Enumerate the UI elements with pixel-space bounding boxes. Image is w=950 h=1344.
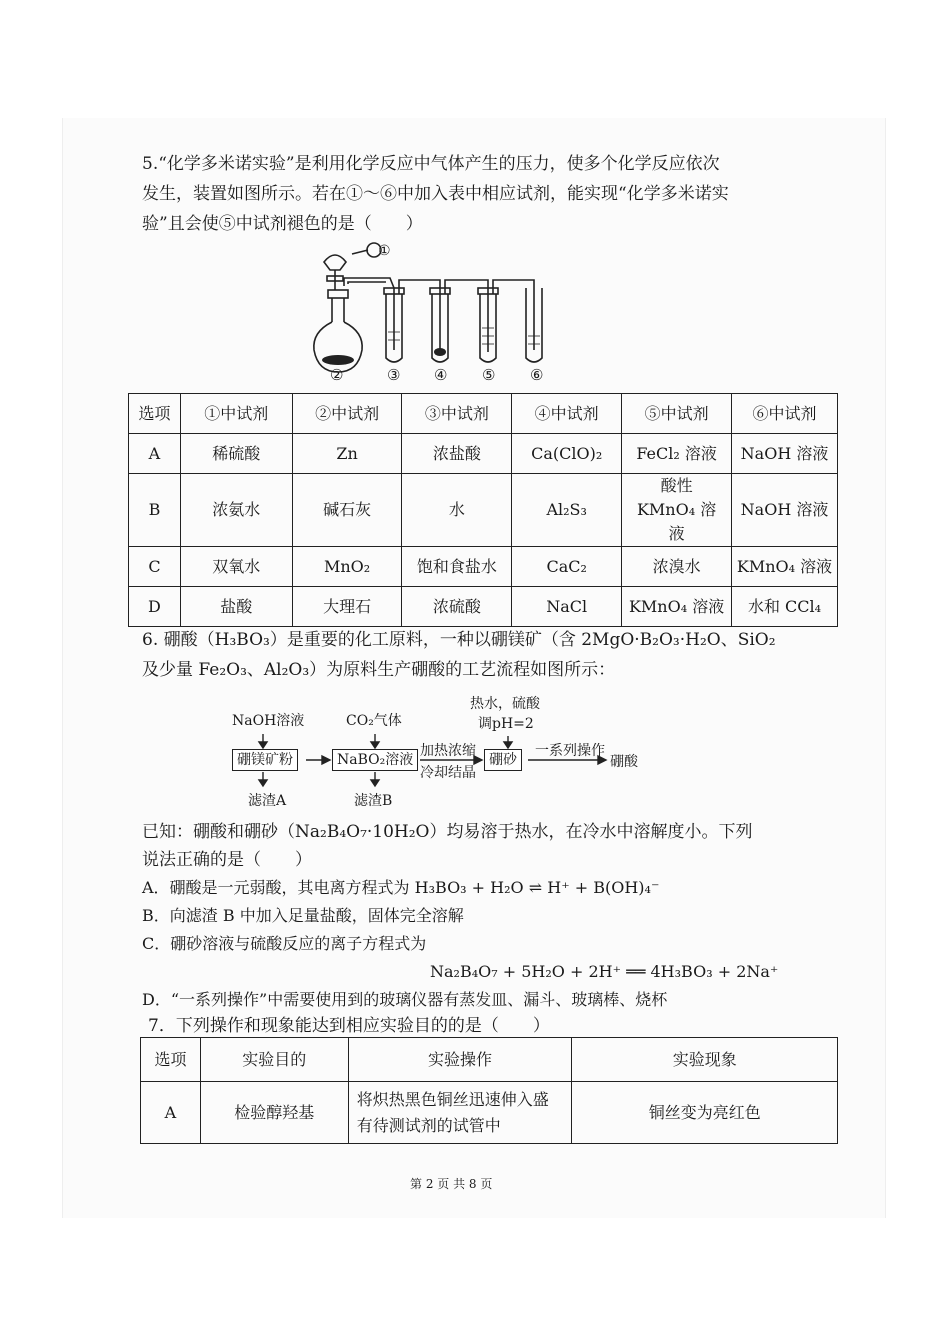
flow-box-borax: 硼砂 [484,749,522,771]
table-cell: B [129,474,181,547]
table-cell: C [129,547,181,587]
header-cell: ⑤中试剂 [622,394,732,434]
q6-known-line-1: 已知：硼酸和硼砂（Na₂B₄O₇·10H₂O）均易溶于热水，在冷水中溶解度小。下列 [142,822,753,842]
table-row [129,474,838,547]
q5-line-2: 发生，装置如图所示。若在①～⑥中加入表中相应试剂，能实现“化学多米诺实 [142,184,729,204]
table-cell: NaOH 溶液 [732,434,838,474]
header-cell: 选项 [129,394,181,434]
table-cell: 水和 CCl₄ [732,587,838,627]
table-row [129,434,838,474]
table-cell: NaOH 溶液 [732,474,838,547]
q6-option-a: A．硼酸是一元弱酸，其电离方程式为 H₃BO₃ + H₂O ⇌ H⁺ + B(OH)₄⁻ [142,878,660,897]
table-cell: D [129,587,181,627]
flow-naoh-label: NaOH溶液 [232,713,305,729]
q6-option-b: B．向滤渣 B 中加入足量盐酸，固体完全溶解 [142,906,464,925]
q5-reagent-table [128,393,838,627]
header-cell: ④中试剂 [512,394,622,434]
table-cell: 浓盐酸 [402,434,512,474]
table-cell: FeCl₂ 溶液 [622,434,732,474]
table-cell: 盐酸 [180,587,292,627]
label-1: ① [378,243,391,259]
q5-line-1: 5.“化学多米诺实验”是利用化学反应中气体产生的压力，使多个化学反应依次 [142,154,720,174]
flow-ph-label: 调pH=2 [478,716,534,732]
table-cell: 浓硫酸 [402,587,512,627]
table-cell: NaCl [512,587,622,627]
table-cell: MnO₂ [292,547,402,587]
table-cell: 浓氨水 [180,474,292,547]
label-2: ② [330,366,344,384]
flow-co2-label: CO₂气体 [346,713,402,729]
flow-residue-b: 滤渣B [354,793,393,809]
table-cell: Zn [292,434,402,474]
q6-known-line-2: 说法正确的是（ ） [142,850,312,870]
table-cell: 大理石 [292,587,402,627]
table-cell: 浓溴水 [622,547,732,587]
header-cell: 实验目的 [200,1038,348,1082]
table-cell: Ca(ClO)₂ [512,434,622,474]
flow-ops-label: 一系列操作 [535,743,605,759]
header-cell: 实验操作 [348,1038,572,1082]
label-3: ③ [387,366,401,384]
table-cell: A [141,1082,201,1144]
table-cell: Al₂S₃ [512,474,622,547]
table-cell: 水 [402,474,512,547]
flow-hot-water-label: 热水，硫酸 [470,696,540,712]
flow-residue-a: 滤渣A [248,793,287,809]
table-row [129,587,838,627]
page-footer: 第 2 页 共 8 页 [410,1177,493,1191]
header-cell: 选项 [141,1038,201,1082]
label-5: ⑤ [482,366,496,384]
table-cell: 饱和食盐水 [402,547,512,587]
table-cell: KMnO₄ 溶液 [732,547,838,587]
table-cell: A [129,434,181,474]
label-4: ④ [434,366,448,384]
q6-option-c: C．硼砂溶液与硫酸反应的离子方程式为 [142,934,427,953]
q6-line-2: 及少量 Fe₂O₃、Al₂O₃）为原料生产硼酸的工艺流程如图所示： [142,660,616,680]
table-header-row [141,1038,838,1082]
q7-line: 7．下列操作和现象能达到相应实验目的的是（ ） [148,1016,550,1036]
table-cell: KMnO₄ 溶液 [622,587,732,627]
label-6: ⑥ [530,366,544,384]
table-cell: 稀硫酸 [180,434,292,474]
header-cell: ③中试剂 [402,394,512,434]
flow-box-nabo2: NaBO₂溶液 [332,749,418,771]
flow-cool-label: 冷却结晶 [420,765,476,781]
table-cell: 双氧水 [180,547,292,587]
table-cell: 铜丝变为亮红色 [572,1082,838,1144]
table-row [141,1082,838,1144]
q6-option-d: D．“一系列操作”中需要使用到的玻璃仪器有蒸发皿、漏斗、玻璃棒、烧杯 [142,990,668,1009]
table-cell: 碱石灰 [292,474,402,547]
table-cell: 将炽热黑色铜丝迅速伸入盛有待测试剂的试管中 [348,1082,572,1144]
q7-experiment-table [140,1037,838,1144]
flow-product-label: 硼酸 [610,754,638,770]
table-cell: CaC₂ [512,547,622,587]
table-cell: 检验醇羟基 [200,1082,348,1144]
header-cell: ②中试剂 [292,394,402,434]
table-header-row [129,394,838,434]
q6-line-1: 6. 硼酸（H₃BO₃）是重要的化工原料，一种以硼镁矿（含 2MgO·B₂O₃·H₂O、SiO₂ [142,630,776,650]
table-cell: 酸性 KMnO₄ 溶液 [622,474,732,547]
q5-line-3: 验”且会使⑤中试剂褪色的是（ ） [142,214,423,234]
header-cell: 实验现象 [572,1038,838,1082]
table-row [129,547,838,587]
q6-option-c-equation: Na₂B₄O₇ + 5H₂O + 2H⁺ ══ 4H₃BO₃ + 2Na⁺ [430,962,779,981]
header-cell: ⑥中试剂 [732,394,838,434]
header-cell: ①中试剂 [180,394,292,434]
flow-box-ore: 硼镁矿粉 [232,749,298,771]
flow-heat-label: 加热浓缩 [420,743,476,759]
